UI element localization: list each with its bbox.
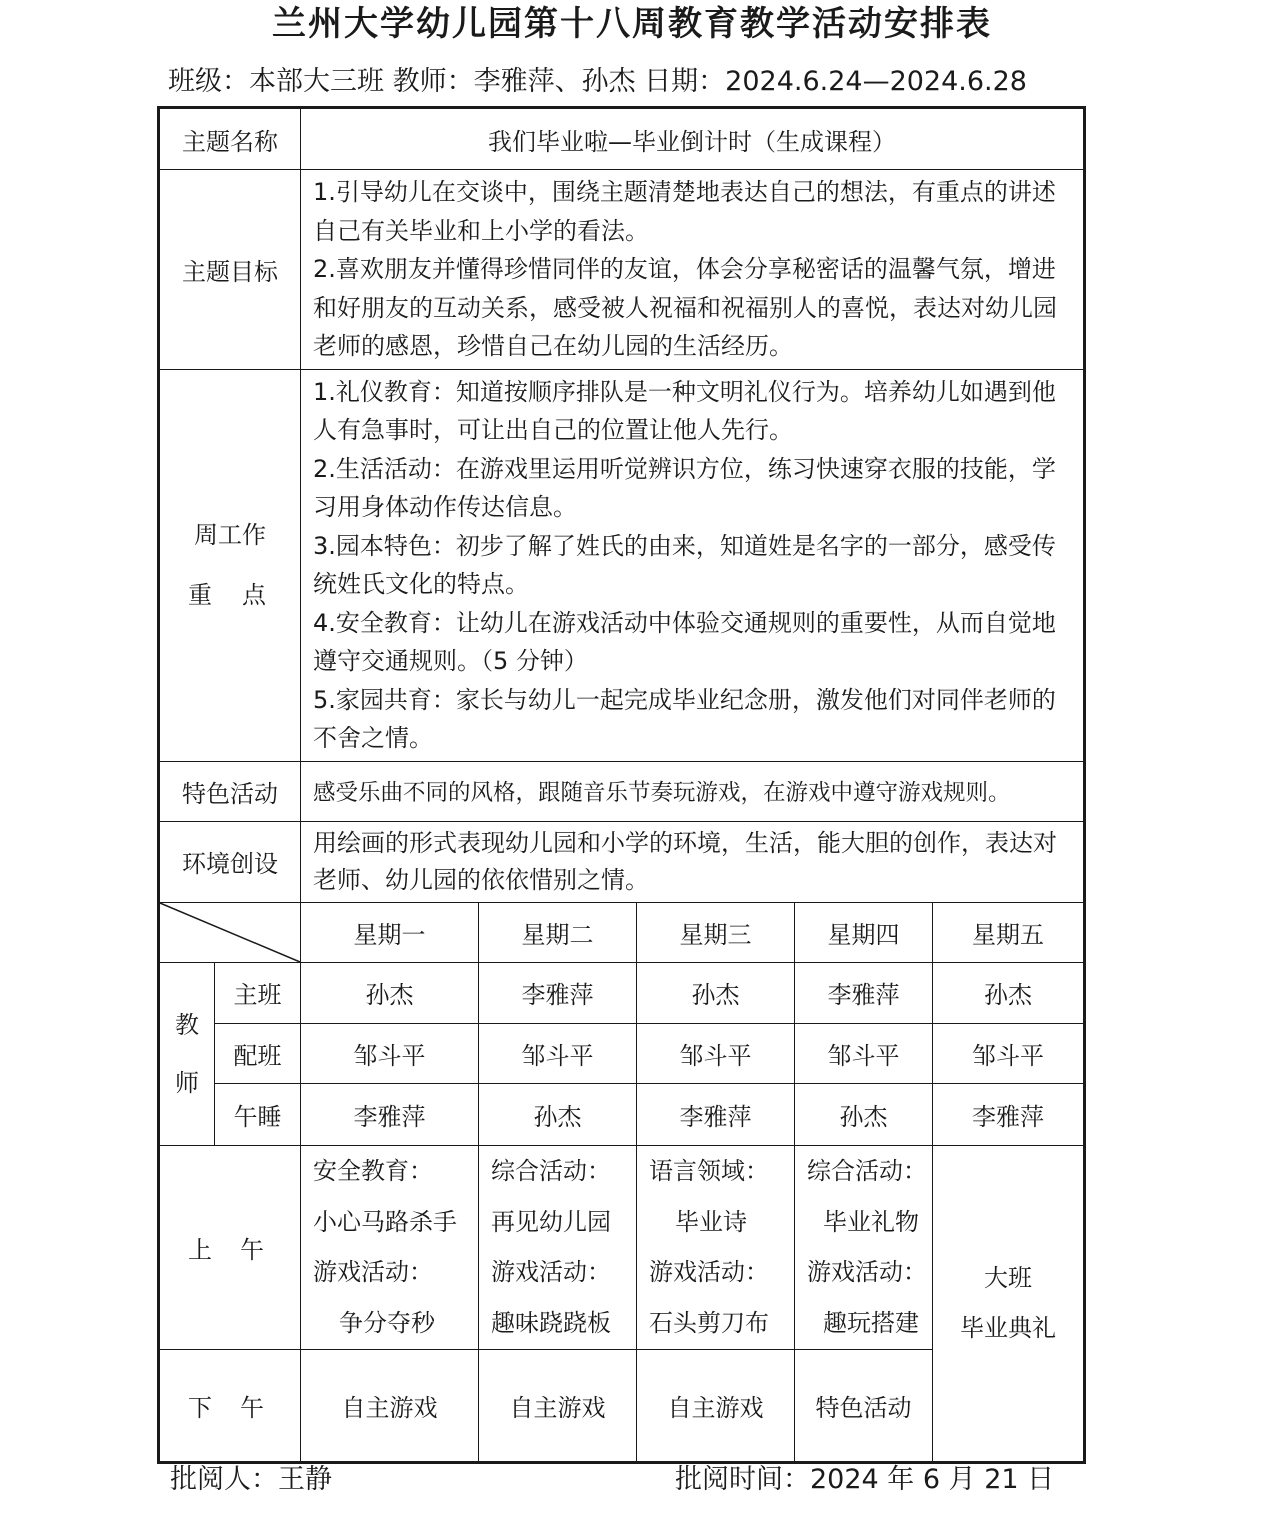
theme-name-row — [159, 108, 1085, 170]
am-line: 语言领域： — [649, 1157, 769, 1185]
am-line: 综合活动： — [807, 1157, 927, 1185]
am-line: 趣玩搭建 — [823, 1308, 919, 1337]
day-monday: 星期一 — [301, 902, 479, 962]
theme-name-label: 主题名称 — [159, 108, 301, 170]
am-line: 石头剪刀布 — [649, 1308, 769, 1337]
page-title: 兰州大学幼儿园第十八周教育教学活动安排表 — [272, 4, 992, 44]
am-line: 游戏活动： — [807, 1258, 927, 1286]
teacher-cell: 孙杰 — [301, 962, 479, 1023]
teacher-cell: 孙杰 — [479, 1083, 637, 1145]
day-wednesday: 星期三 — [637, 902, 795, 962]
teacher-label-line2: 师 — [175, 1068, 199, 1097]
special-value: 感受乐曲不同的风格，跟随音乐节奏玩游戏，在游戏中遵守游戏规则。 — [301, 761, 1085, 821]
morning-cell-mon — [301, 1145, 479, 1349]
special-label: 特色活动 — [159, 761, 301, 821]
am-line: 小心马路杀手 — [313, 1207, 457, 1236]
am-line: 争分夺秒 — [339, 1308, 435, 1337]
teacher-cell: 李雅萍 — [637, 1083, 795, 1145]
role-main: 主班 — [215, 962, 301, 1023]
teacher-cell: 孙杰 — [933, 962, 1085, 1023]
week-focus-label-line2: 重点 — [188, 581, 296, 609]
am-line: 综合活动： — [491, 1157, 611, 1185]
week-focus-label — [159, 369, 301, 761]
goal-item: 1.引导幼儿在交谈中，围绕主题清楚地表达自己的想法，有重点的讲述自己有关毕业和上小学的看法。 — [313, 178, 1056, 245]
teacher-cell: 邹斗平 — [795, 1023, 933, 1083]
environment-label: 环境创设 — [159, 821, 301, 902]
day-friday: 星期五 — [933, 902, 1085, 962]
day-tuesday: 星期二 — [479, 902, 637, 962]
teacher-cell: 邹斗平 — [301, 1023, 479, 1083]
afternoon-cell-wed: 自主游戏 — [637, 1349, 795, 1462]
afternoon-cell-tue: 自主游戏 — [479, 1349, 637, 1462]
teacher-row-main — [159, 962, 1085, 1023]
teacher-cell: 邹斗平 — [479, 1023, 637, 1083]
friday-line1: 大班 — [984, 1264, 1032, 1292]
day-thursday: 星期四 — [795, 902, 933, 962]
am-line: 毕业礼物 — [823, 1207, 919, 1236]
theme-goal-row — [159, 170, 1085, 370]
focus-item: 2.生活活动：在游戏里运用听觉辨识方位，练习快速穿衣服的技能，学习用身体动作传达信息。 — [313, 454, 1056, 521]
special-row — [159, 761, 1085, 821]
teacher-label — [159, 962, 215, 1145]
teacher-cell: 李雅萍 — [795, 962, 933, 1023]
teacher-row-nap — [159, 1083, 1085, 1145]
reviewer: 批阅人：王静 — [170, 1464, 332, 1495]
week-focus-row — [159, 369, 1085, 761]
am-line: 再见幼儿园 — [491, 1207, 611, 1236]
am-line: 毕业诗 — [675, 1207, 747, 1236]
friday-graduation-cell — [933, 1145, 1085, 1462]
friday-line2: 毕业典礼 — [960, 1314, 1056, 1342]
week-focus-content — [301, 369, 1085, 761]
review-time: 批阅时间：2024 年 6 月 21 日 — [675, 1464, 1055, 1495]
teacher-cell: 孙杰 — [795, 1083, 933, 1145]
role-assist: 配班 — [215, 1023, 301, 1083]
week-focus-label-line1: 周工作 — [194, 521, 266, 549]
afternoon-cell-mon: 自主游戏 — [301, 1349, 479, 1462]
teacher-cell: 李雅萍 — [301, 1083, 479, 1145]
morning-cell-thu — [795, 1145, 933, 1349]
morning-cell-tue — [479, 1145, 637, 1349]
am-line: 趣味跷跷板 — [491, 1308, 611, 1337]
morning-row — [159, 1145, 1085, 1349]
environment-row — [159, 821, 1085, 902]
am-line: 游戏活动： — [313, 1258, 433, 1286]
teacher-label-line1: 教 — [175, 1010, 199, 1039]
diagonal-corner-cell — [159, 902, 301, 962]
teacher-cell: 孙杰 — [637, 962, 795, 1023]
morning-cell-wed — [637, 1145, 795, 1349]
day-header-row — [159, 902, 1085, 962]
teacher-cell: 邹斗平 — [637, 1023, 795, 1083]
afternoon-cell-thu: 特色活动 — [795, 1349, 933, 1462]
focus-item: 3.园本特色：初步了解了姓氏的由来，知道姓是名字的一部分，感受传统姓氏文化的特点。 — [313, 531, 1056, 598]
goal-item: 2.喜欢朋友并懂得珍惜同伴的友谊，体会分享秘密话的温馨气氛，增进和好朋友的互动关系，感受被人祝福和祝福别人的喜悦，表达对幼儿园老师的感恩，珍惜自己在幼儿园的生活经历。 — [313, 255, 1057, 360]
theme-name-value: 我们毕业啦—毕业倒计时（生成课程） — [301, 108, 1085, 170]
diagonal-line — [160, 903, 300, 962]
role-nap: 午睡 — [215, 1083, 301, 1145]
focus-item: 4.安全教育：让幼儿在游戏活动中体验交通规则的重要性，从而自觉地遵守交通规则。（5 分钟） — [313, 608, 1056, 675]
theme-goal-content — [301, 170, 1085, 370]
class-info: 班级：本部大三班 教师：李雅萍、孙杰 日期：2024.6.24—2024.6.28 — [168, 66, 1027, 97]
teacher-cell: 李雅萍 — [933, 1083, 1085, 1145]
focus-item: 5.家园共育：家长与幼儿一起完成毕业纪念册，激发他们对同伴老师的不舍之情。 — [313, 685, 1056, 752]
am-line: 游戏活动： — [491, 1258, 611, 1286]
theme-goal-label: 主题目标 — [159, 170, 301, 370]
morning-label: 上午 — [159, 1145, 301, 1349]
schedule-table — [157, 106, 1086, 1464]
environment-value: 用绘画的形式表现幼儿园和小学的环境，生活，能大胆的创作，表达对老师、幼儿园的依依惜别之情。 — [301, 821, 1085, 902]
teacher-row-assist — [159, 1023, 1085, 1083]
am-line: 安全教育： — [313, 1157, 433, 1185]
am-line: 游戏活动： — [649, 1258, 769, 1286]
teacher-cell: 邹斗平 — [933, 1023, 1085, 1083]
teacher-cell: 李雅萍 — [479, 962, 637, 1023]
focus-item: 1.礼仪教育：知道按顺序排队是一种文明礼仪行为。培养幼儿如遇到他人有急事时，可让出自己的位置让他人先行。 — [313, 377, 1056, 444]
afternoon-label: 下午 — [159, 1349, 301, 1462]
